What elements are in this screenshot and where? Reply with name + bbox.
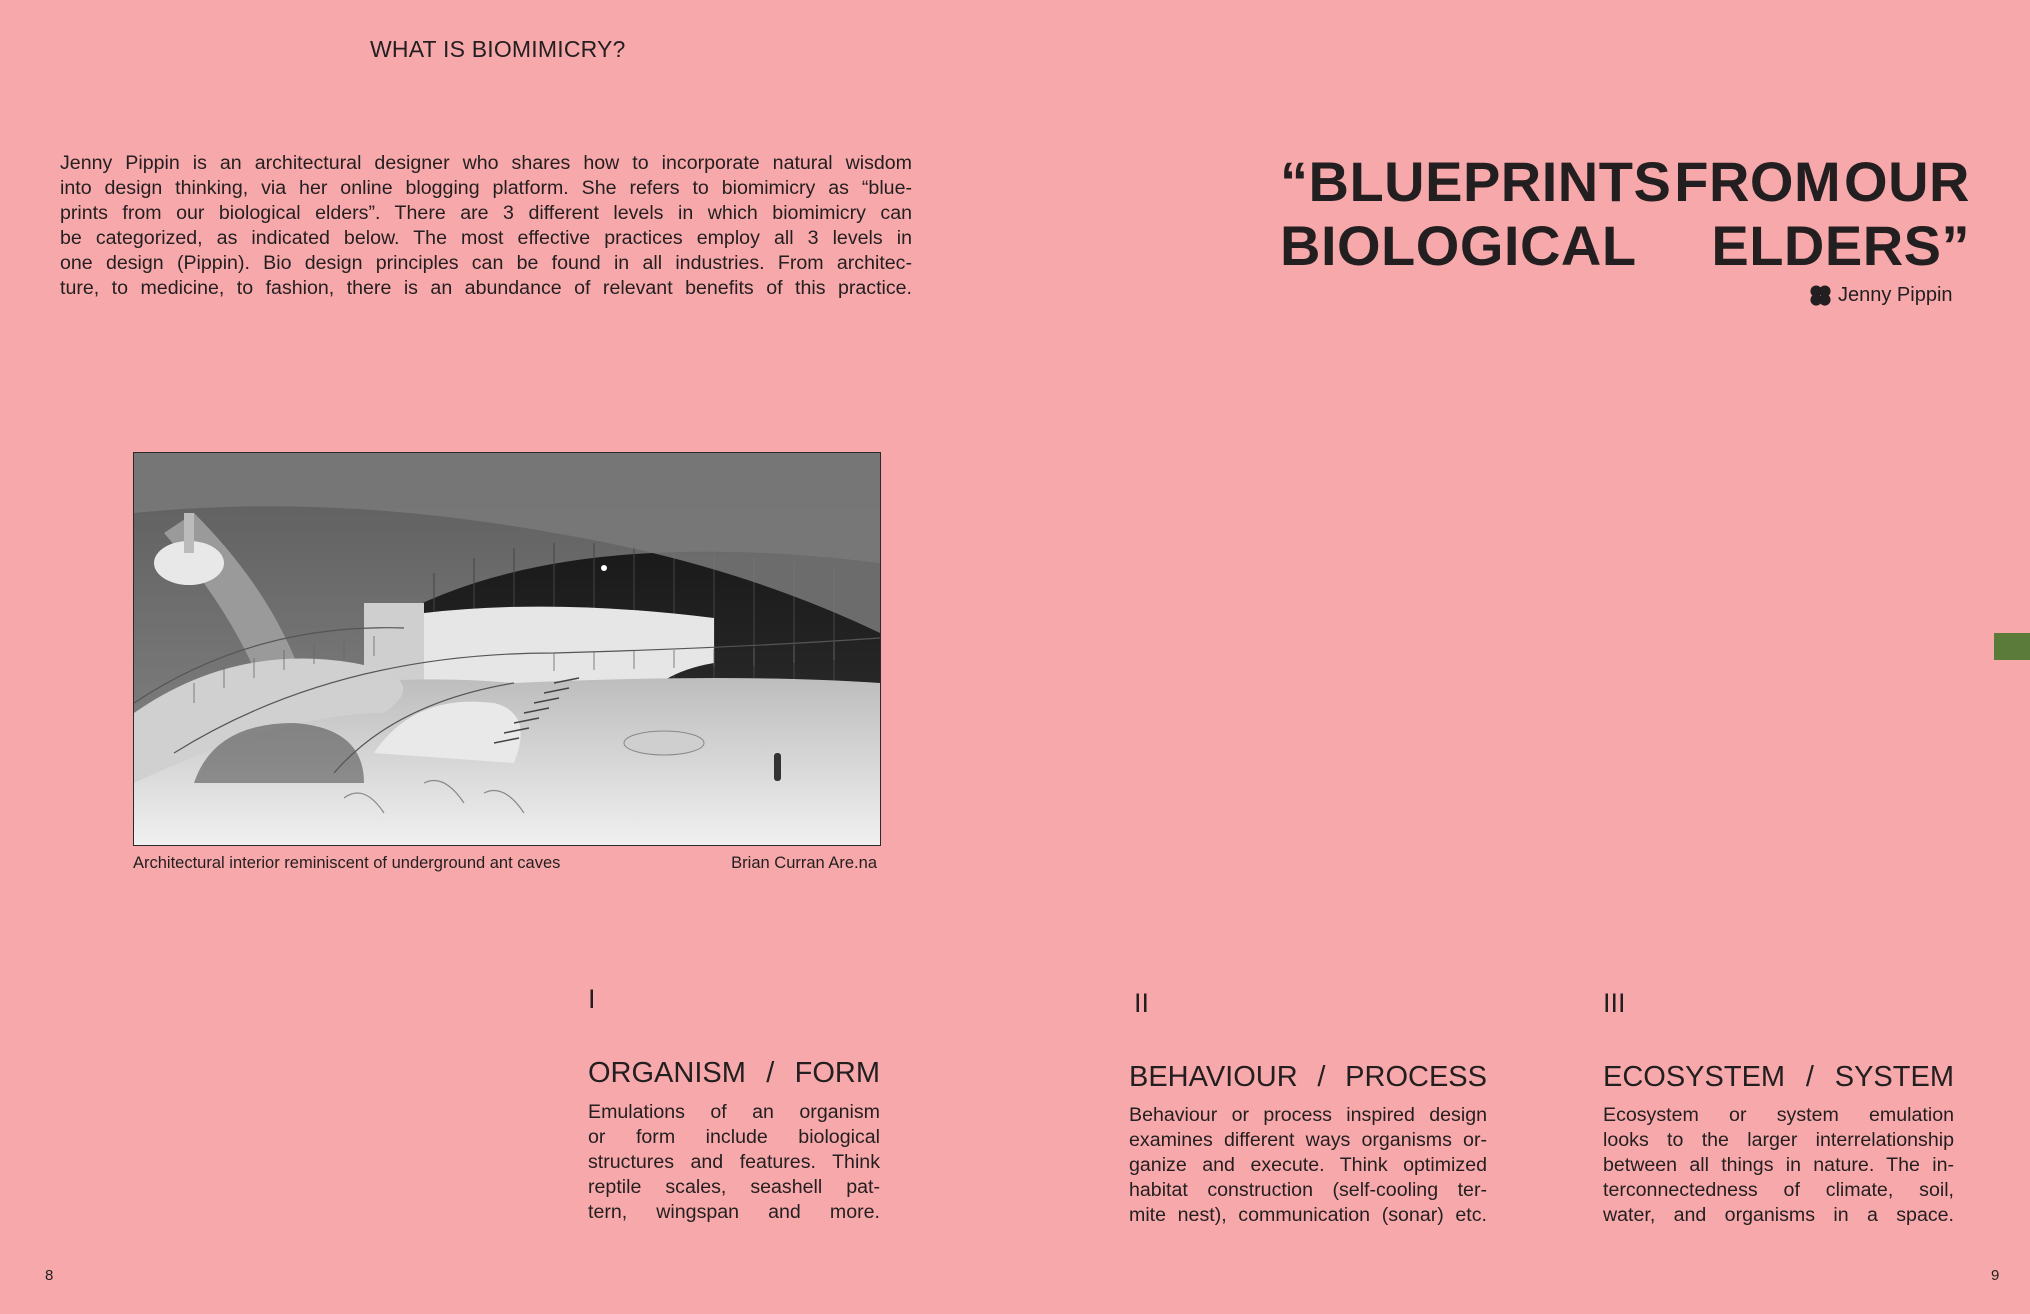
section-title: WHAT IS BIOMIMICRY? [370,36,626,62]
quote-word: BIOLOGICAL [1280,214,1637,277]
description-line: reptile scales, seashell pat- [588,1176,880,1198]
description-line: terconnectedness of climate, soil, [1603,1179,1954,1201]
architecture-photo [133,452,881,846]
quote-word: OUR [1844,150,1970,213]
description-line: Emulations of an organism [588,1101,880,1123]
description-line: examines different ways organisms or- [1129,1129,1487,1151]
level-numeral: II [1134,988,1150,1018]
description-line: ganize and execute. Think optimized [1129,1154,1487,1176]
heading-part: FORM [794,1057,880,1089]
heading-separator: / [766,1057,775,1089]
intro-line: one design (Pippin). Bio design principles can be found in all industries. From architec- [60,252,912,274]
description-line: water, and organisms in a space. [1603,1204,1954,1226]
level-heading [588,1056,880,1090]
quote-line-1 [1280,150,1970,214]
photo-caption: Architectural interior reminiscent of underground ant caves [133,854,561,872]
photo-illustration [134,453,880,845]
description-line: looks to the larger interrelationship [1603,1129,1954,1151]
description-line: between all things in nature. The in- [1603,1154,1954,1176]
level-description [588,1100,880,1225]
level-numeral: I [588,984,596,1014]
description-line: habitat construction (self-cooling ter- [1129,1179,1487,1201]
level-numeral: III [1603,988,1626,1018]
description-line: or form include biological [588,1126,880,1148]
description-line: tern, wingspan and more. [588,1201,880,1223]
heading-part: ORGANISM [588,1057,746,1089]
description-line: Ecosystem or system emulation [1603,1104,1954,1126]
quote-line-2 [1280,214,1970,278]
quote-word: “BLUEPRINTS [1280,150,1672,213]
intro-paragraph [60,151,912,301]
attribution-name: Jenny Pippin [1838,284,1953,306]
level-description [1603,1103,1954,1228]
quote-word: ELDERS” [1711,214,1970,277]
intro-line: into design thinking, via her online blogging platform. She refers to biomimicry as “blue- [60,177,912,199]
heading-separator: / [1317,1061,1326,1093]
description-line: structures and features. Think [588,1151,880,1173]
intro-line: Jenny Pippin is an architectural designer who shares how to incorporate natural wisdom [60,152,912,174]
level-description [1129,1103,1487,1228]
quote-word: FROM [1674,150,1842,213]
intro-line: be categorized, as indicated below. The most effective practices employ all 3 levels in [60,227,912,249]
intro-line: prints from our biological elders”. There are 3 different levels in which biomimicry can [60,202,912,224]
heading-part: ECOSYSTEM [1603,1061,1786,1093]
flower-icon [1809,284,1832,307]
pull-quote [1280,150,1970,278]
section-marker-tab [1994,633,2030,660]
page-number-left: 8 [45,1267,54,1284]
page-number-right: 9 [1991,1267,2000,1284]
quote-attribution [1809,284,1953,307]
description-line: Behaviour or process inspired design [1129,1104,1487,1126]
heading-part: BEHAVIOUR [1129,1061,1298,1093]
level-heading [1129,1060,1487,1094]
heading-part: SYSTEM [1834,1061,1954,1093]
heading-part: PROCESS [1345,1061,1487,1093]
description-line: mite nest), communication (sonar) etc. [1129,1204,1487,1226]
heading-separator: / [1805,1061,1814,1093]
photo-caption-row [133,854,877,873]
photo-credit: Brian Curran Are.na [731,854,877,872]
intro-line: ture, to medicine, to fashion, there is an abundance of relevant benefits of this practice. [60,277,912,299]
level-heading [1603,1060,1954,1094]
